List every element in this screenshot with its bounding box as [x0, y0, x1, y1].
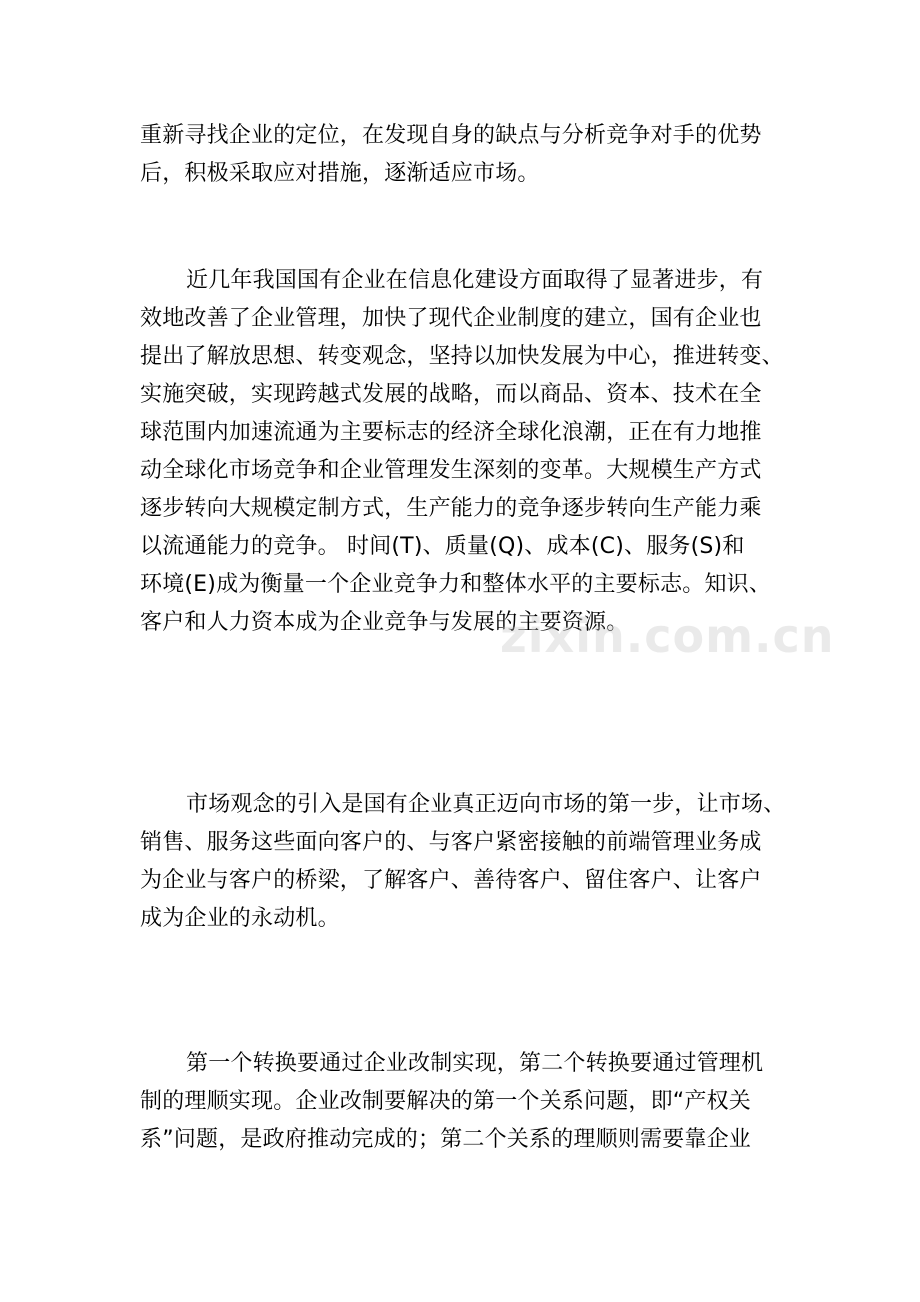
text-line: 提出了解放思想、转变观念，坚持以加快发展为中心，推进转变、 — [140, 344, 784, 369]
text-line: 重新寻找企业的定位，在发现自身的缺点与分析竞争对手的优势 — [140, 123, 762, 148]
paragraph-4 — [140, 1045, 800, 1159]
text-line: 效地改善了企业管理，加快了现代企业制度的建立，国有企业也 — [140, 306, 762, 331]
paragraph-2 — [140, 262, 800, 642]
text-line: 客户和人力资本成为企业竞争与发展的主要资源。 — [140, 610, 629, 635]
text-line: 成为企业的永动机。 — [140, 906, 340, 931]
text-line: 为企业与客户的桥梁，了解客户、善待客户、留住客户、让客户 — [140, 868, 762, 893]
text-line: 销售、服务这些面向客户的、与客户紧密接触的前端管理业务成 — [140, 830, 762, 855]
text-line: 第一个转换要通过企业改制实现，第二个转换要通过管理机 — [186, 1051, 764, 1076]
text-line: 实施突破，实现跨越式发展的战略，而以商品、资本、技术在全 — [140, 382, 762, 407]
text-line: 环境(E)成为衡量一个企业竞争力和整体水平的主要标志。知识、 — [140, 572, 772, 597]
text-line: 系”问题，是政府推动完成的；第二个关系的理顺则需要靠企业 — [140, 1127, 751, 1152]
text-line: 球范围内加速流通为主要标志的经济全球化浪潮，正在有力地推 — [140, 420, 762, 445]
watermark: zixin.com.cn — [500, 609, 835, 663]
text-line: 后，积极采取应对措施，逐渐适应市场。 — [140, 161, 540, 186]
text-line: 近几年我国国有企业在信息化建设方面取得了显著进步，有 — [186, 268, 764, 293]
paragraph-1 — [140, 117, 800, 193]
text-line: 动全球化市场竞争和企业管理发生深刻的变革。大规模生产方式 — [140, 458, 762, 483]
text-line: 制的理顺实现。企业改制要解决的第一个关系问题，即“产权关 — [140, 1089, 751, 1114]
text-line: 逐步转向大规模定制方式，生产能力的竞争逐步转向生产能力乘 — [140, 496, 762, 521]
text-line: 以流通能力的竞争。 时间(T)、质量(Q)、成本(C)、服务(S)和 — [140, 534, 745, 559]
text-line: 市场观念的引入是国有企业真正迈向市场的第一步，让市场、 — [186, 792, 786, 817]
paragraph-3 — [140, 786, 800, 938]
